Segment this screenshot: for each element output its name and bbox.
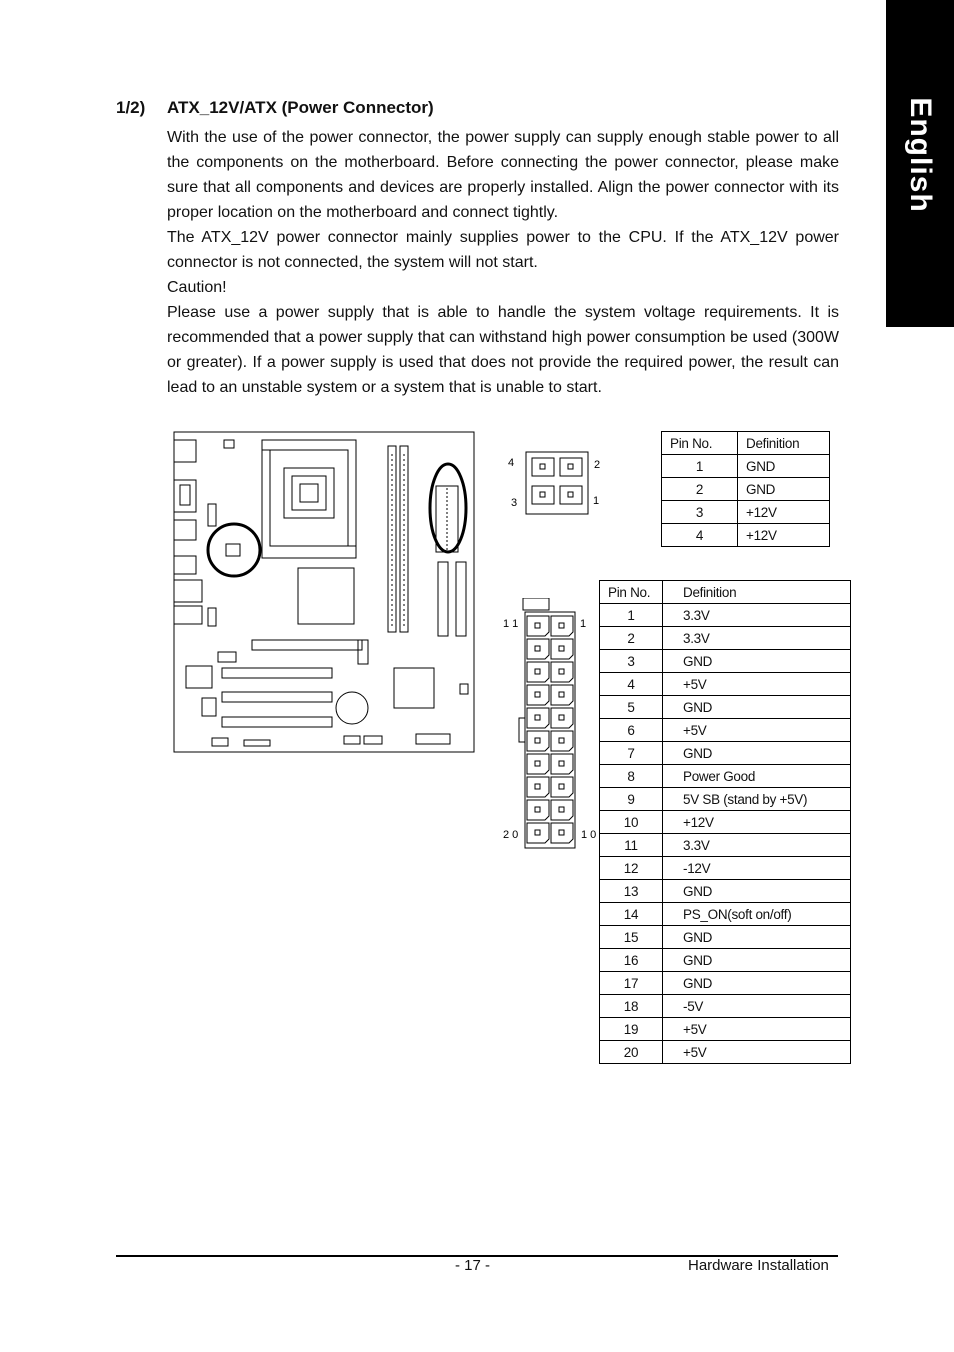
atx12v-pin-table [661, 431, 830, 547]
atx-pin-label-10: 1 0 [581, 829, 597, 841]
caution-heading: Caution! [167, 279, 227, 296]
pin-definition-cell: 5V SB (stand by +5V) [663, 788, 851, 811]
atx-pin-contact [559, 830, 564, 835]
table-row [600, 765, 851, 788]
section-title: ATX_12V/ATX (Power Connector) [167, 98, 434, 117]
atx12v-connector-diagram [500, 448, 600, 518]
atx12v-pin-label-1: 1 [593, 495, 600, 507]
pin-number-cell: 18 [600, 995, 663, 1018]
pin-definition-cell: +12V [663, 811, 851, 834]
pin-number-cell: 6 [600, 719, 663, 742]
atx-pin-housing [527, 708, 549, 728]
table-row [600, 949, 851, 972]
table-row [600, 857, 851, 880]
atx-pin-contact [559, 761, 564, 766]
table-row [600, 1018, 851, 1041]
atx-pin-table [599, 580, 851, 1064]
pin-number-cell: 8 [600, 765, 663, 788]
atx-pin-contact [535, 738, 540, 743]
atx-pin-contact [535, 692, 540, 697]
atx-pin-housing [551, 708, 573, 728]
atx-pin-contact [535, 646, 540, 651]
table-header-row [600, 581, 851, 604]
header-definition: Definition [663, 581, 851, 604]
pin-number-cell: 20 [600, 1041, 663, 1064]
atx-pin-contact [559, 807, 564, 812]
atx-pin-contact [535, 623, 540, 628]
pin-definition-cell: GND [663, 926, 851, 949]
pin-number-cell: 1 [600, 604, 663, 627]
pin-definition-cell: PS_ON(soft on/off) [663, 903, 851, 926]
atx-pin-housing [527, 731, 549, 751]
table-row [600, 650, 851, 673]
table-row [600, 673, 851, 696]
atx12v-pin-label-3: 3 [511, 497, 518, 509]
atx-pin-housing [527, 823, 549, 843]
table-row [600, 903, 851, 926]
pin-definition-cell: +5V [663, 719, 851, 742]
atx-pin-contact [535, 830, 540, 835]
atx-pin-housing [551, 639, 573, 659]
table-row [662, 524, 830, 547]
table-header-row [662, 432, 830, 455]
atx-pin-contact [535, 784, 540, 789]
atx-pin-contact [559, 784, 564, 789]
atx12v-pin-label-4: 4 [508, 457, 515, 469]
pin-number-cell: 16 [600, 949, 663, 972]
table-row [600, 742, 851, 765]
atx-pin-label-11: 1 1 [503, 618, 519, 630]
motherboard-diagram [172, 430, 476, 754]
table-row [662, 455, 830, 478]
atx-pin-contact [559, 715, 564, 720]
pin-definition-cell: 3.3V [663, 604, 851, 627]
pin-number-cell: 13 [600, 880, 663, 903]
atx-pin-housing [527, 616, 549, 636]
atx-pin-contact [559, 623, 564, 628]
pin-number-cell: 5 [600, 696, 663, 719]
atx-connector-diagram [497, 598, 597, 858]
table-row [600, 995, 851, 1018]
atx-pin-housing [551, 777, 573, 797]
pin-definition-cell: GND [663, 650, 851, 673]
table-row [600, 696, 851, 719]
table-row [600, 972, 851, 995]
atx-pin-housing [551, 616, 573, 636]
pin-number-cell: 4 [600, 673, 663, 696]
atx-pin-housing [527, 777, 549, 797]
pin-definition-cell: GND [738, 478, 830, 501]
atx-pin-contact [535, 669, 540, 674]
atx-pin-contact [559, 646, 564, 651]
atx-pin-contact [535, 761, 540, 766]
table-row [600, 834, 851, 857]
pin-definition-cell: -12V [663, 857, 851, 880]
paragraph-caution: Please use a power supply that is able to handle the system voltage requirements. It is recommended that a power supply that can withstand high power consumption be used (300W or greater). If a power supply is used that does not provide the required power, the result can lead to an unstable system or a system that is unable to start. [167, 304, 839, 396]
pin-definition-cell: GND [663, 949, 851, 972]
table-row [662, 478, 830, 501]
pin-number-cell: 9 [600, 788, 663, 811]
table-row [600, 926, 851, 949]
pin-number-cell: 10 [600, 811, 663, 834]
pin-number-cell: 19 [600, 1018, 663, 1041]
atx-pin-housing [527, 639, 549, 659]
pin-number-cell: 12 [600, 857, 663, 880]
language-tab [886, 0, 954, 327]
pin-definition-cell: 3.3V [663, 834, 851, 857]
table-row [600, 604, 851, 627]
atx-pin-housing [551, 731, 573, 751]
atx-pin-housing [551, 662, 573, 682]
atx12v-pin-label-2: 2 [594, 459, 600, 471]
atx-pin-contact [535, 715, 540, 720]
pin-definition-cell: GND [663, 880, 851, 903]
table-row [600, 719, 851, 742]
atx-pin-housing [527, 662, 549, 682]
atx-pin-label-1: 1 [580, 618, 587, 630]
page-number: - 17 - [455, 1257, 491, 1274]
pin-definition-cell: GND [663, 972, 851, 995]
pin-number-cell: 17 [600, 972, 663, 995]
pin-definition-cell: GND [663, 742, 851, 765]
atx-pin-housing [551, 754, 573, 774]
table-row [600, 880, 851, 903]
pin-number-cell: 4 [662, 524, 738, 547]
pin-number-cell: 3 [662, 501, 738, 524]
language-tab-label: English [904, 97, 937, 213]
atx-pin-contact [535, 807, 540, 812]
table-row [662, 501, 830, 524]
table-row [600, 811, 851, 834]
pin-number-cell: 1 [662, 455, 738, 478]
pin-number-cell: 14 [600, 903, 663, 926]
atx-pin-housing [551, 685, 573, 705]
pin-definition-cell: Power Good [663, 765, 851, 788]
pin-number-cell: 2 [600, 627, 663, 650]
pin-definition-cell: +12V [738, 524, 830, 547]
pin-number-cell: 2 [662, 478, 738, 501]
pin-definition-cell: GND [738, 455, 830, 478]
section-body [167, 125, 839, 400]
footer-section-name: Hardware Installation [688, 1257, 829, 1274]
atx-pin-housing [527, 754, 549, 774]
table-row [600, 627, 851, 650]
pin-definition-cell: +5V [663, 1041, 851, 1064]
pin-number-cell: 11 [600, 834, 663, 857]
pin-definition-cell: 3.3V [663, 627, 851, 650]
atx-pin-label-20: 2 0 [503, 829, 519, 841]
atx-pin-contact [559, 669, 564, 674]
atx-pin-housing [551, 800, 573, 820]
table-row [600, 788, 851, 811]
paragraph-intro: With the use of the power connector, the power supply can supply enough stable power to all the components on the motherboard. Before connecting the power connector, please make sure that all components and devices are properly installed. Align the power connector with its proper location on the motherboard and connect tightly. [167, 129, 839, 221]
pin-definition-cell: +5V [663, 1018, 851, 1041]
header-pin-no: Pin No. [662, 432, 738, 455]
pin-definition-cell: GND [663, 696, 851, 719]
pin-number-cell: 7 [600, 742, 663, 765]
table-row [600, 1041, 851, 1064]
pin-definition-cell: -5V [663, 995, 851, 1018]
pin-definition-cell: +5V [663, 673, 851, 696]
atx-pin-contact [559, 738, 564, 743]
atx-pin-housing [551, 823, 573, 843]
paragraph-atx12v: The ATX_12V power connector mainly supplies power to the CPU. If the ATX_12V power connector is not connected, the system will not start. [167, 229, 839, 271]
pin-number-cell: 15 [600, 926, 663, 949]
atx-pin-contact [559, 692, 564, 697]
atx-pin-housing [527, 800, 549, 820]
header-pin-no: Pin No. [600, 581, 663, 604]
pin-number-cell: 3 [600, 650, 663, 673]
header-definition: Definition [738, 432, 830, 455]
pin-definition-cell: +12V [738, 501, 830, 524]
section-number: 1/2) [116, 98, 146, 117]
atx-pin-housing [527, 685, 549, 705]
